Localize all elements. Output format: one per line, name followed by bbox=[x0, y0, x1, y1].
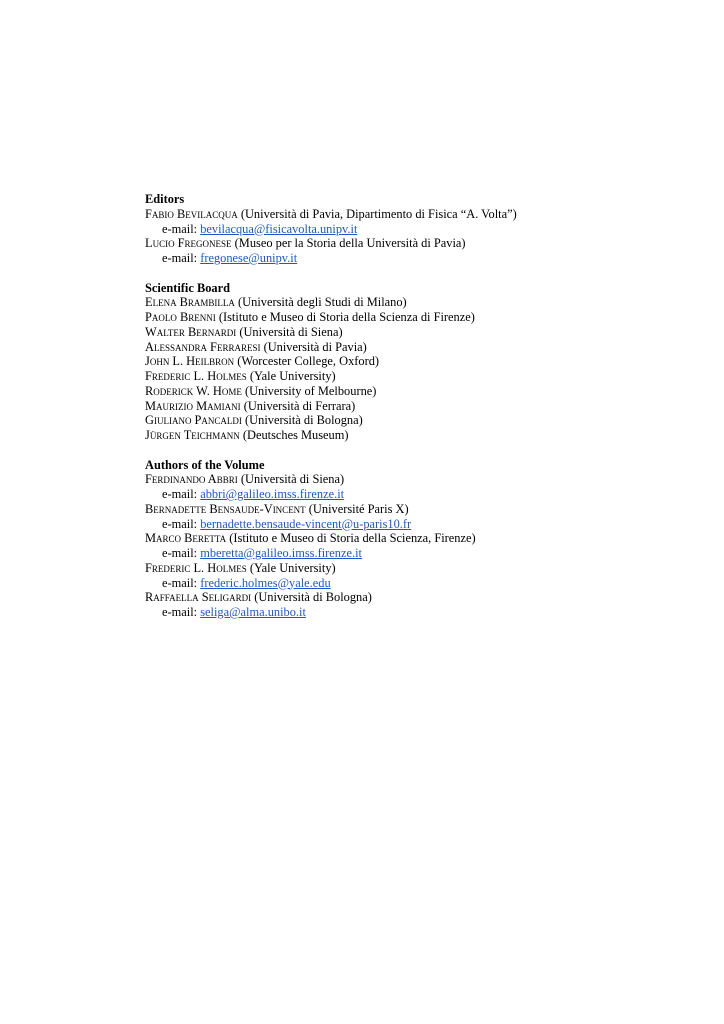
board-member bbox=[145, 354, 705, 369]
board-member bbox=[145, 413, 705, 428]
email-label: e-mail: bbox=[162, 251, 198, 265]
person-name: Elena Brambilla bbox=[145, 295, 235, 310]
person-affiliation: (Università di Siena) bbox=[239, 324, 343, 339]
person-affiliation: (Yale University) bbox=[249, 560, 336, 575]
email-line bbox=[145, 576, 705, 591]
person-name: Alessandra Ferraresi bbox=[145, 339, 261, 354]
person-name: Frederic L. Holmes bbox=[145, 560, 247, 575]
person-affiliation: (Università di Ferrara) bbox=[243, 398, 356, 413]
email-link[interactable]: seliga@alma.unibo.it bbox=[200, 605, 306, 619]
board-member bbox=[145, 295, 705, 310]
email-label: e-mail: bbox=[162, 605, 198, 619]
email-line bbox=[145, 251, 705, 266]
person-name: Maurizio Mamiani bbox=[145, 398, 241, 413]
person-name: Walter Bernardi bbox=[145, 324, 237, 339]
person-affiliation: (Université Paris X) bbox=[308, 501, 409, 516]
person-affiliation: (Istituto e Museo di Storia della Scienza di Firenze) bbox=[218, 310, 475, 324]
person-name: Raffaella Seligardi bbox=[145, 590, 252, 605]
email-link[interactable]: mberetta@galileo.imss.firenze.it bbox=[200, 546, 362, 560]
email-label: e-mail: bbox=[162, 516, 198, 531]
person-affiliation: (Worcester College, Oxford) bbox=[237, 354, 380, 369]
person-name: Ferdinando Abbri bbox=[145, 472, 238, 487]
email-line bbox=[145, 546, 705, 561]
author-entry bbox=[145, 590, 705, 605]
author-entry bbox=[145, 502, 705, 517]
person-name: Fabio Bevilacqua bbox=[145, 206, 238, 221]
email-label: e-mail: bbox=[162, 487, 198, 501]
person-affiliation: (Yale University) bbox=[249, 369, 336, 383]
editor-entry bbox=[145, 236, 705, 251]
person-affiliation: (Università di Bologna) bbox=[245, 413, 363, 428]
email-link[interactable]: bernadette.bensaude-vincent@u-paris10.fr bbox=[200, 516, 412, 531]
person-affiliation: (Università di Pavia, Dipartimento di Fisica “A. Volta”) bbox=[240, 206, 517, 221]
author-entry bbox=[145, 561, 705, 576]
author-entry bbox=[145, 472, 705, 487]
person-name: Frederic L. Holmes bbox=[145, 369, 247, 383]
email-line bbox=[145, 605, 705, 620]
authors-heading: Authors of the Volume bbox=[145, 457, 265, 472]
person-name: Marco Beretta bbox=[145, 531, 227, 546]
email-line bbox=[145, 517, 705, 532]
person-name: Lucio Fregonese bbox=[145, 236, 232, 251]
editor-entry bbox=[145, 207, 705, 222]
person-name: Giuliano Pancaldi bbox=[145, 413, 242, 428]
email-line bbox=[145, 487, 705, 502]
person-affiliation: (Università di Bologna) bbox=[254, 590, 372, 605]
person-affiliation: (Università degli Studi di Milano) bbox=[238, 295, 407, 310]
board-member bbox=[145, 428, 705, 443]
person-affiliation: (Istituto e Museo di Storia della Scienza, Firenze) bbox=[229, 531, 476, 546]
board-member bbox=[145, 340, 705, 355]
person-affiliation: (Museo per la Storia della Università di Pavia) bbox=[234, 236, 466, 251]
email-label: e-mail: bbox=[162, 221, 198, 236]
email-link[interactable]: abbri@galileo.imss.firenze.it bbox=[200, 487, 345, 501]
person-affiliation: (University of Melbourne) bbox=[244, 383, 377, 398]
email-link[interactable]: bevilacqua@fisicavolta.unipv.it bbox=[200, 221, 358, 236]
email-label: e-mail: bbox=[162, 546, 198, 560]
email-link[interactable]: fregonese@unipv.it bbox=[200, 251, 298, 265]
person-affiliation: (Università di Pavia) bbox=[263, 339, 367, 354]
author-entry bbox=[145, 531, 705, 546]
board-member bbox=[145, 384, 705, 399]
person-name: John L. Heilbron bbox=[145, 354, 235, 369]
person-affiliation: (Deutsches Museum) bbox=[242, 428, 349, 442]
credits-page bbox=[145, 192, 705, 635]
board-member bbox=[145, 369, 705, 384]
person-name: Roderick W. Home bbox=[145, 383, 242, 398]
email-line bbox=[145, 222, 705, 237]
email-link[interactable]: frederic.holmes@yale.edu bbox=[200, 575, 331, 590]
email-label: e-mail: bbox=[162, 575, 198, 590]
board-member bbox=[145, 310, 705, 325]
editors-heading: Editors bbox=[145, 192, 185, 206]
person-name: Jürgen Teichmann bbox=[145, 428, 240, 442]
person-name: Bernadette Bensaude-Vincent bbox=[145, 501, 306, 516]
authors-section bbox=[145, 458, 705, 620]
editors-section bbox=[145, 192, 705, 266]
person-affiliation: (Università di Siena) bbox=[240, 472, 345, 487]
board-member bbox=[145, 399, 705, 414]
scientific-board-heading: Scientific Board bbox=[145, 280, 231, 295]
scientific-board-section bbox=[145, 281, 705, 443]
person-name: Paolo Brenni bbox=[145, 310, 216, 324]
board-member bbox=[145, 325, 705, 340]
